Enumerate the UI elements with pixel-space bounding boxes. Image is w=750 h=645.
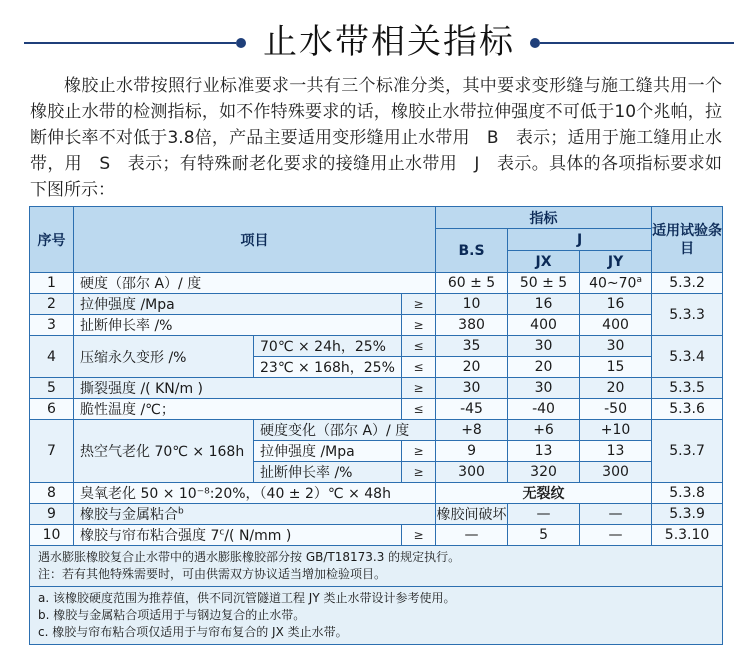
cell-jy: 300 [580,462,652,483]
row-no: 7 [30,420,74,483]
footnote-mark: c [219,527,225,538]
cell-jy: 16 [580,294,652,315]
title-rule-right [540,42,734,44]
cell-bs: — [436,525,508,546]
cell-bs: 300 [436,462,508,483]
header-indicator: 指标 [436,207,652,229]
footnote-b: b. 橡胶与金属粘合项适用于与钢边复合的止水带。 [38,608,306,622]
row-item-unit: /( N/mm ) [224,528,292,544]
cell-jy: 13 [580,441,652,462]
cell-jy: — [580,525,652,546]
cell-jy: 400 [580,315,652,336]
table-row [30,315,723,336]
cell-method: 5.3.10 [652,525,723,546]
cell-bs: 30 [436,378,508,399]
cell-value: 无裂纹 [436,483,652,504]
cell-jy-value: 40~70 [589,275,637,292]
row-no: 8 [30,483,74,504]
header-method-text: 适用试验条目 [652,222,723,257]
row-no: 6 [30,399,74,420]
row-no: 5 [30,378,74,399]
cell-symbol: ≤ [402,357,436,378]
header-method [652,207,723,273]
row-item [74,504,436,525]
cell-jy: +10 [580,420,652,441]
note-line: 注：若有其他特殊需要时，可由供需双方协议适当增加检验项目。 [38,567,387,581]
row-no: 9 [30,504,74,525]
cell-jx: 30 [508,336,580,357]
row-item: 硬度（邵尔 A）/ 度 [74,273,436,294]
title-dot-left [236,38,246,48]
cell-bs: 10 [436,294,508,315]
row-item: 撕裂强度 /( KN/m ) [74,378,402,399]
title-rule-left [24,42,236,44]
cell-symbol: ≥ [402,378,436,399]
cell-method: 5.3.5 [652,378,723,399]
title-row [0,14,750,60]
cell-bs: -45 [436,399,508,420]
header-bs: B.S [436,229,508,273]
intro-paragraph: 橡胶止水带按照行业标准要求一共有三个标准分类，其中要求变形缝与施工缝共用一个橡胶止水带的检测指标，如不作特殊要求的话，橡胶止水带拉伸强度不可低于10个兆帕，拉断伸长率不对低于3.8倍，产品主要适用变形缝用止水带用 B 表示；适用于施工缝用止水带，用 S 表示；有特殊耐老化要求的接缝用止水带用 J 表示。具体的各项指标要求如下图所示： [30,76,722,200]
spec-table [29,206,723,645]
cell-method: 5.3.8 [652,483,723,504]
table-row [30,273,723,294]
row-item [74,525,402,546]
header-j: J [508,229,652,251]
row-no: 3 [30,315,74,336]
row-no: 10 [30,525,74,546]
footnotes [30,587,723,645]
table-row [30,336,723,357]
table-row [30,525,723,546]
cell-jx: — [508,504,580,525]
row-subitem: 拉伸强度 /Mpa [254,441,402,462]
cell-jx: 320 [508,462,580,483]
header-jy: JY [580,251,652,273]
notes-row [30,587,723,645]
cell-symbol: ≥ [402,294,436,315]
row-no: 2 [30,294,74,315]
table-row [30,420,723,441]
cell-symbol: ≥ [402,462,436,483]
cell-jy [580,273,652,294]
table-row [30,378,723,399]
row-item: 臭氧老化 50 × 10⁻⁸:20%，（40 ± 2）℃ × 48h [74,483,436,504]
table-row [30,399,723,420]
cell-jx: 20 [508,357,580,378]
cell-method: 5.3.3 [652,294,723,336]
spec-table-container [29,206,723,639]
row-item: 热空气老化 70℃ × 168h [74,420,254,483]
row-item: 压缩永久变形 /% [74,336,254,378]
cell-jy: 20 [580,378,652,399]
cell-jx: -40 [508,399,580,420]
cell-symbol: ≤ [402,399,436,420]
cell-jx: +6 [508,420,580,441]
header-jx: JX [508,251,580,273]
footnote-mark: b [178,506,184,517]
cell-jy: -50 [580,399,652,420]
cell-jy: 15 [580,357,652,378]
cell-bs: 9 [436,441,508,462]
header-no: 序号 [30,207,74,273]
row-subitem: 23℃ × 168h，25% [254,357,402,378]
header-item: 项目 [74,207,436,273]
cell-bs: 60 ± 5 [436,273,508,294]
row-subitem: 扯断伸长率 /% [254,462,402,483]
table-row [30,294,723,315]
cell-jx: 30 [508,378,580,399]
notes-row [30,546,723,587]
title-dot-right [530,38,540,48]
row-no: 1 [30,273,74,294]
row-subitem: 70℃ × 24h，25% [254,336,402,357]
cell-jx: 16 [508,294,580,315]
general-notes [30,546,723,587]
footnote-c: c. 橡胶与帘布粘合项仅适用于与帘布复合的 JX 类止水带。 [38,625,348,639]
table-row [30,483,723,504]
note-line: 遇水膨胀橡胶复合止水带中的遇水膨胀橡胶部分按 GB/T18173.3 的规定执行。 [38,550,461,564]
cell-jy: 30 [580,336,652,357]
cell-bs: 橡胶间破坏 [436,504,508,525]
cell-method: 5.3.6 [652,399,723,420]
cell-jx: 5 [508,525,580,546]
page-title: 止水带相关指标 [263,22,515,62]
cell-bs: 20 [436,357,508,378]
cell-method: 5.3.2 [652,273,723,294]
cell-method: 5.3.4 [652,336,723,378]
row-item: 扯断伸长率 /% [74,315,402,336]
cell-jx: 400 [508,315,580,336]
footnote-a: a. 该橡胶硬度范围为推荐值，供不同沉管隧道工程 JY 类止水带设计参考使用。 [38,591,456,605]
cell-symbol: ≥ [402,441,436,462]
cell-bs: +8 [436,420,508,441]
cell-method: 5.3.9 [652,504,723,525]
cell-method: 5.3.7 [652,420,723,483]
cell-bs: 35 [436,336,508,357]
cell-bs: 380 [436,315,508,336]
row-item-text: 橡胶与帘布粘合强度 7 [80,528,220,544]
cell-symbol: ≥ [402,315,436,336]
footnote-mark: a [636,274,642,285]
cell-jx: 50 ± 5 [508,273,580,294]
cell-jx: 13 [508,441,580,462]
cell-symbol: ≥ [402,525,436,546]
row-no: 4 [30,336,74,378]
table-row [30,504,723,525]
row-item-text: 橡胶与金属粘合 [80,507,178,523]
row-item: 拉伸强度 /Mpa [74,294,402,315]
row-item: 脆性温度 /℃； [74,399,402,420]
row-subitem: 硬度变化（邵尔 A）/ 度 [254,420,436,441]
cell-symbol: ≤ [402,336,436,357]
cell-jy: — [580,504,652,525]
